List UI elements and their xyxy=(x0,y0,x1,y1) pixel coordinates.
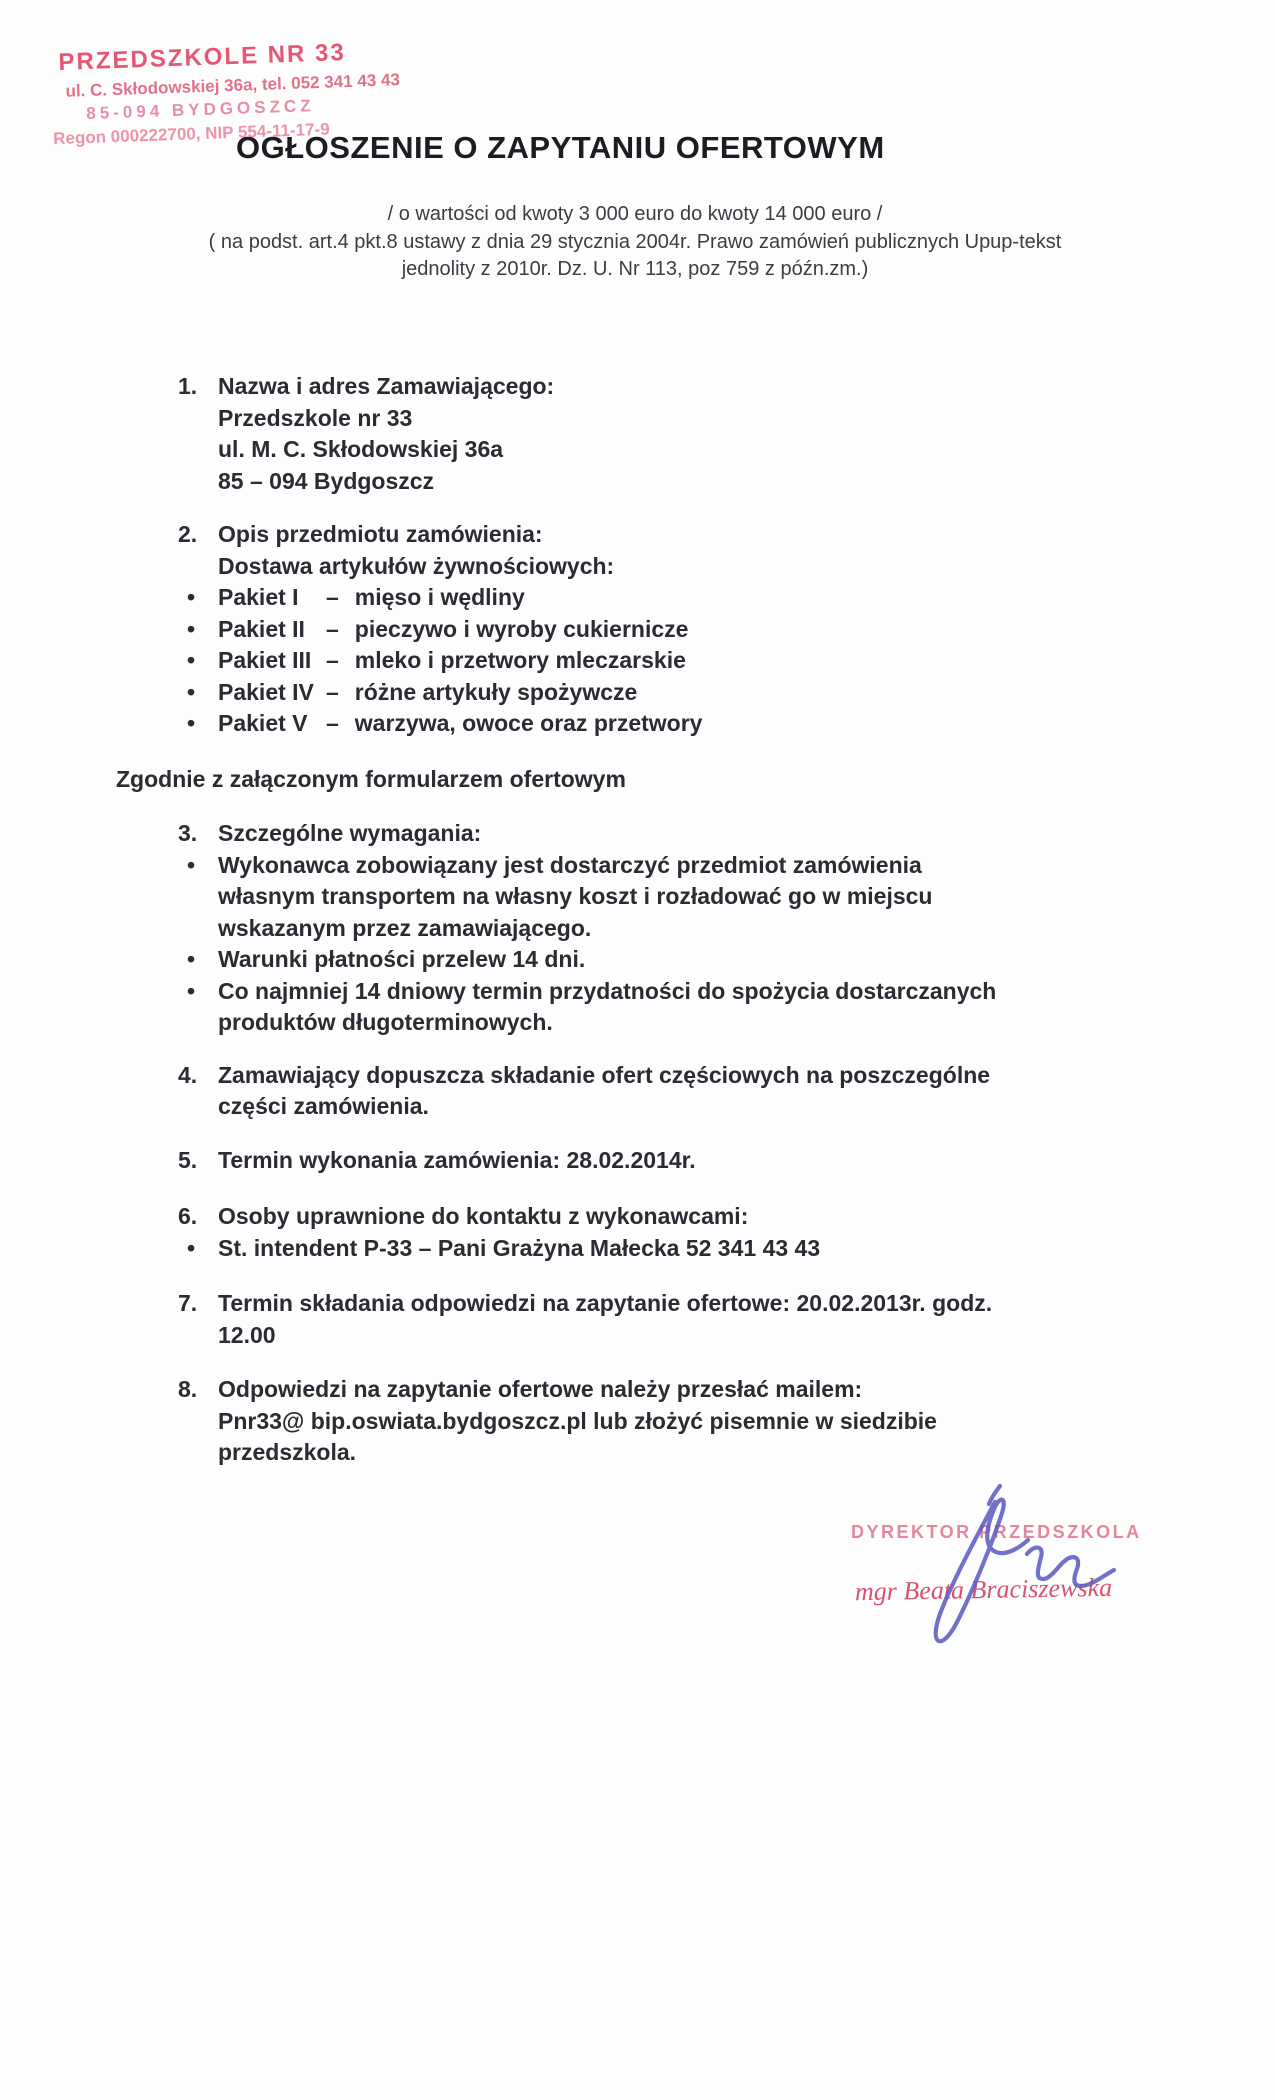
subtitle-value-range: / o wartości od kwoty 3 000 euro do kwoty 14 000 euro / xyxy=(387,203,883,225)
section-heading xyxy=(178,519,1178,551)
section-text: Termin składania odpowiedzi na zapytanie ofertowe: 20.02.2013r. godz. xyxy=(218,1290,993,1316)
bullet-icon: • xyxy=(187,710,196,736)
section-4-oferty-czesciowe xyxy=(178,1060,1178,1123)
requirement-bullet xyxy=(178,850,1178,882)
section-text-cont: 12.00 xyxy=(218,1321,276,1348)
section-number: 8. xyxy=(178,1376,198,1402)
requirement-text-cont: własnym transportem na własny koszt i rozładować go w miejscu xyxy=(218,883,933,909)
section-number: 1. xyxy=(178,373,198,399)
packet-desc: mleko i przetwory mleczarskie xyxy=(354,647,686,673)
section-3-wymagania xyxy=(178,818,1178,1039)
section-number: 7. xyxy=(178,1290,198,1316)
section-heading xyxy=(178,371,1178,403)
packet-dash: – xyxy=(326,615,339,642)
packet-dash: – xyxy=(326,584,339,610)
section-text: Odpowiedzi na zapytanie ofertowe należy przesłać mailem: xyxy=(218,1376,863,1402)
stamp-regon-nip-line: Regon 000222700, NIP 554-11-17-9 xyxy=(52,119,330,148)
section-7-termin-skladania xyxy=(178,1288,1178,1351)
bullet-icon: • xyxy=(187,584,196,610)
requirement-text: Warunki płatności przelew 14 dni. xyxy=(218,946,586,972)
section-number: 3. xyxy=(178,820,198,846)
section-6-kontakt xyxy=(178,1201,1178,1264)
requirement-text-cont: produktów długoterminowych. xyxy=(218,1009,553,1035)
packet-dash: – xyxy=(326,678,339,705)
stamp-school-name: PRZEDSZKOLE NR 33 xyxy=(58,38,347,76)
bullet-icon: • xyxy=(187,647,196,673)
packet-name: Pakiet I xyxy=(218,584,299,610)
packet-name: Pakiet V xyxy=(218,710,308,736)
form-note: Zgodnie z załączonym formularzem ofertowym xyxy=(116,765,626,792)
section-text: Termin wykonania zamówienia: 28.02.2014r. xyxy=(218,1146,696,1173)
section-heading xyxy=(178,1201,1178,1233)
buyer-street: ul. M. C. Skłodowskiej 36a xyxy=(218,436,504,462)
packet-row xyxy=(178,582,1178,614)
section-heading xyxy=(178,1060,1178,1092)
section-text: Zamawiający dopuszcza składanie ofert częściowych na poszczególne xyxy=(218,1061,991,1088)
section-5-termin-wykonania xyxy=(178,1145,1178,1177)
packet-desc: pieczywo i wyroby cukiernicze xyxy=(354,615,689,642)
buyer-city: 85 – 094 Bydgoszcz xyxy=(218,467,435,494)
section-text-cont: przedszkola. xyxy=(218,1439,357,1465)
section-heading-text: Opis przedmiotu zamówienia: xyxy=(218,521,543,547)
stamp-city-line: 85-094 BYDGOSZCZ xyxy=(85,96,315,124)
bullet-icon: • xyxy=(187,1234,196,1261)
packet-desc: różne artykuły spożywcze xyxy=(354,678,638,705)
buyer-name: Przedszkole nr 33 xyxy=(218,404,413,431)
bullet-icon: • xyxy=(187,615,196,642)
section-8-odpowiedzi xyxy=(178,1374,1178,1469)
page-title: OGŁOSZENIE O ZAPYTANIU OFERTOWYM xyxy=(236,130,885,165)
contact-person: St. intendent P-33 – Pani Grażyna Małecka 52 341 43 43 xyxy=(218,1234,821,1261)
packet-row xyxy=(178,708,1178,740)
section-number: 4. xyxy=(178,1061,198,1088)
director-stamp-name: mgr Beata Braciszewska xyxy=(854,1572,1113,1607)
packet-row xyxy=(178,677,1178,709)
section-1-zamawiajacy xyxy=(178,371,1178,497)
contact-bullet xyxy=(178,1233,1178,1265)
legal-subtitle xyxy=(10,201,1260,284)
section-heading xyxy=(178,1288,1178,1320)
bullet-icon: • xyxy=(187,851,196,878)
contact-email-line: Pnr33@ bip.oswiata.bydgoszcz.pl lub złożyć pisemnie w siedzibie xyxy=(218,1407,937,1434)
packet-dash: – xyxy=(326,710,339,736)
packet-desc: warzywa, owoce oraz przetwory xyxy=(354,710,703,736)
requirement-text-cont: wskazanym przez zamawiającego. xyxy=(218,914,592,941)
section-heading xyxy=(178,818,1178,850)
signature-icon xyxy=(855,1482,1125,1662)
section-number: 2. xyxy=(178,521,198,547)
packet-row xyxy=(178,614,1178,646)
section-heading-text: Osoby uprawnione do kontaktu z wykonawcami: xyxy=(218,1203,749,1229)
delivery-subheading: Dostawa artykułów żywnościowych: xyxy=(218,552,615,579)
packet-desc: mięso i wędliny xyxy=(354,584,525,610)
section-heading-text: Nazwa i adres Zamawiającego: xyxy=(218,373,555,399)
requirement-text: Co najmniej 14 dniowy termin przydatności do spożycia dostarczanych xyxy=(218,977,997,1004)
section-2-opis xyxy=(178,519,1178,740)
packet-name: Pakiet IV xyxy=(218,678,314,705)
requirement-bullet xyxy=(178,976,1178,1008)
document-body xyxy=(116,371,1178,1469)
packet-name: Pakiet III xyxy=(218,647,312,673)
section-heading xyxy=(178,1374,1178,1406)
section-number: 5. xyxy=(178,1146,198,1173)
bullet-icon: • xyxy=(187,946,196,972)
director-stamp-title: DYREKTOR PRZEDSZKOLA xyxy=(851,1522,1142,1542)
bullet-icon: • xyxy=(187,977,196,1004)
stamp-address-line: ul. C. Skłodowskiej 36a, tel. 052 341 43 43 xyxy=(65,70,401,101)
packet-row xyxy=(178,645,1178,677)
requirement-bullet xyxy=(178,944,1178,976)
packet-dash: – xyxy=(326,647,339,673)
bullet-icon: • xyxy=(187,678,196,705)
requirement-text: Wykonawca zobowiązany jest dostarczyć przedmiot zamówienia xyxy=(218,851,922,878)
section-number: 6. xyxy=(178,1203,198,1229)
section-heading-text: Szczególne wymagania: xyxy=(218,820,482,846)
section-text-cont: części zamówienia. xyxy=(218,1093,429,1119)
subtitle-legal-basis: ( na podst. art.4 pkt.8 ustawy z dnia 29 stycznia 2004r. Prawo zamówień publicznych Upup-tekst xyxy=(208,230,1062,253)
section-heading xyxy=(178,1145,1178,1177)
packet-name: Pakiet II xyxy=(218,615,305,642)
subtitle-legal-basis-cont: jednolity z 2010r. Dz. U. Nr 113, poz 759 z późn.zm.) xyxy=(401,258,869,280)
